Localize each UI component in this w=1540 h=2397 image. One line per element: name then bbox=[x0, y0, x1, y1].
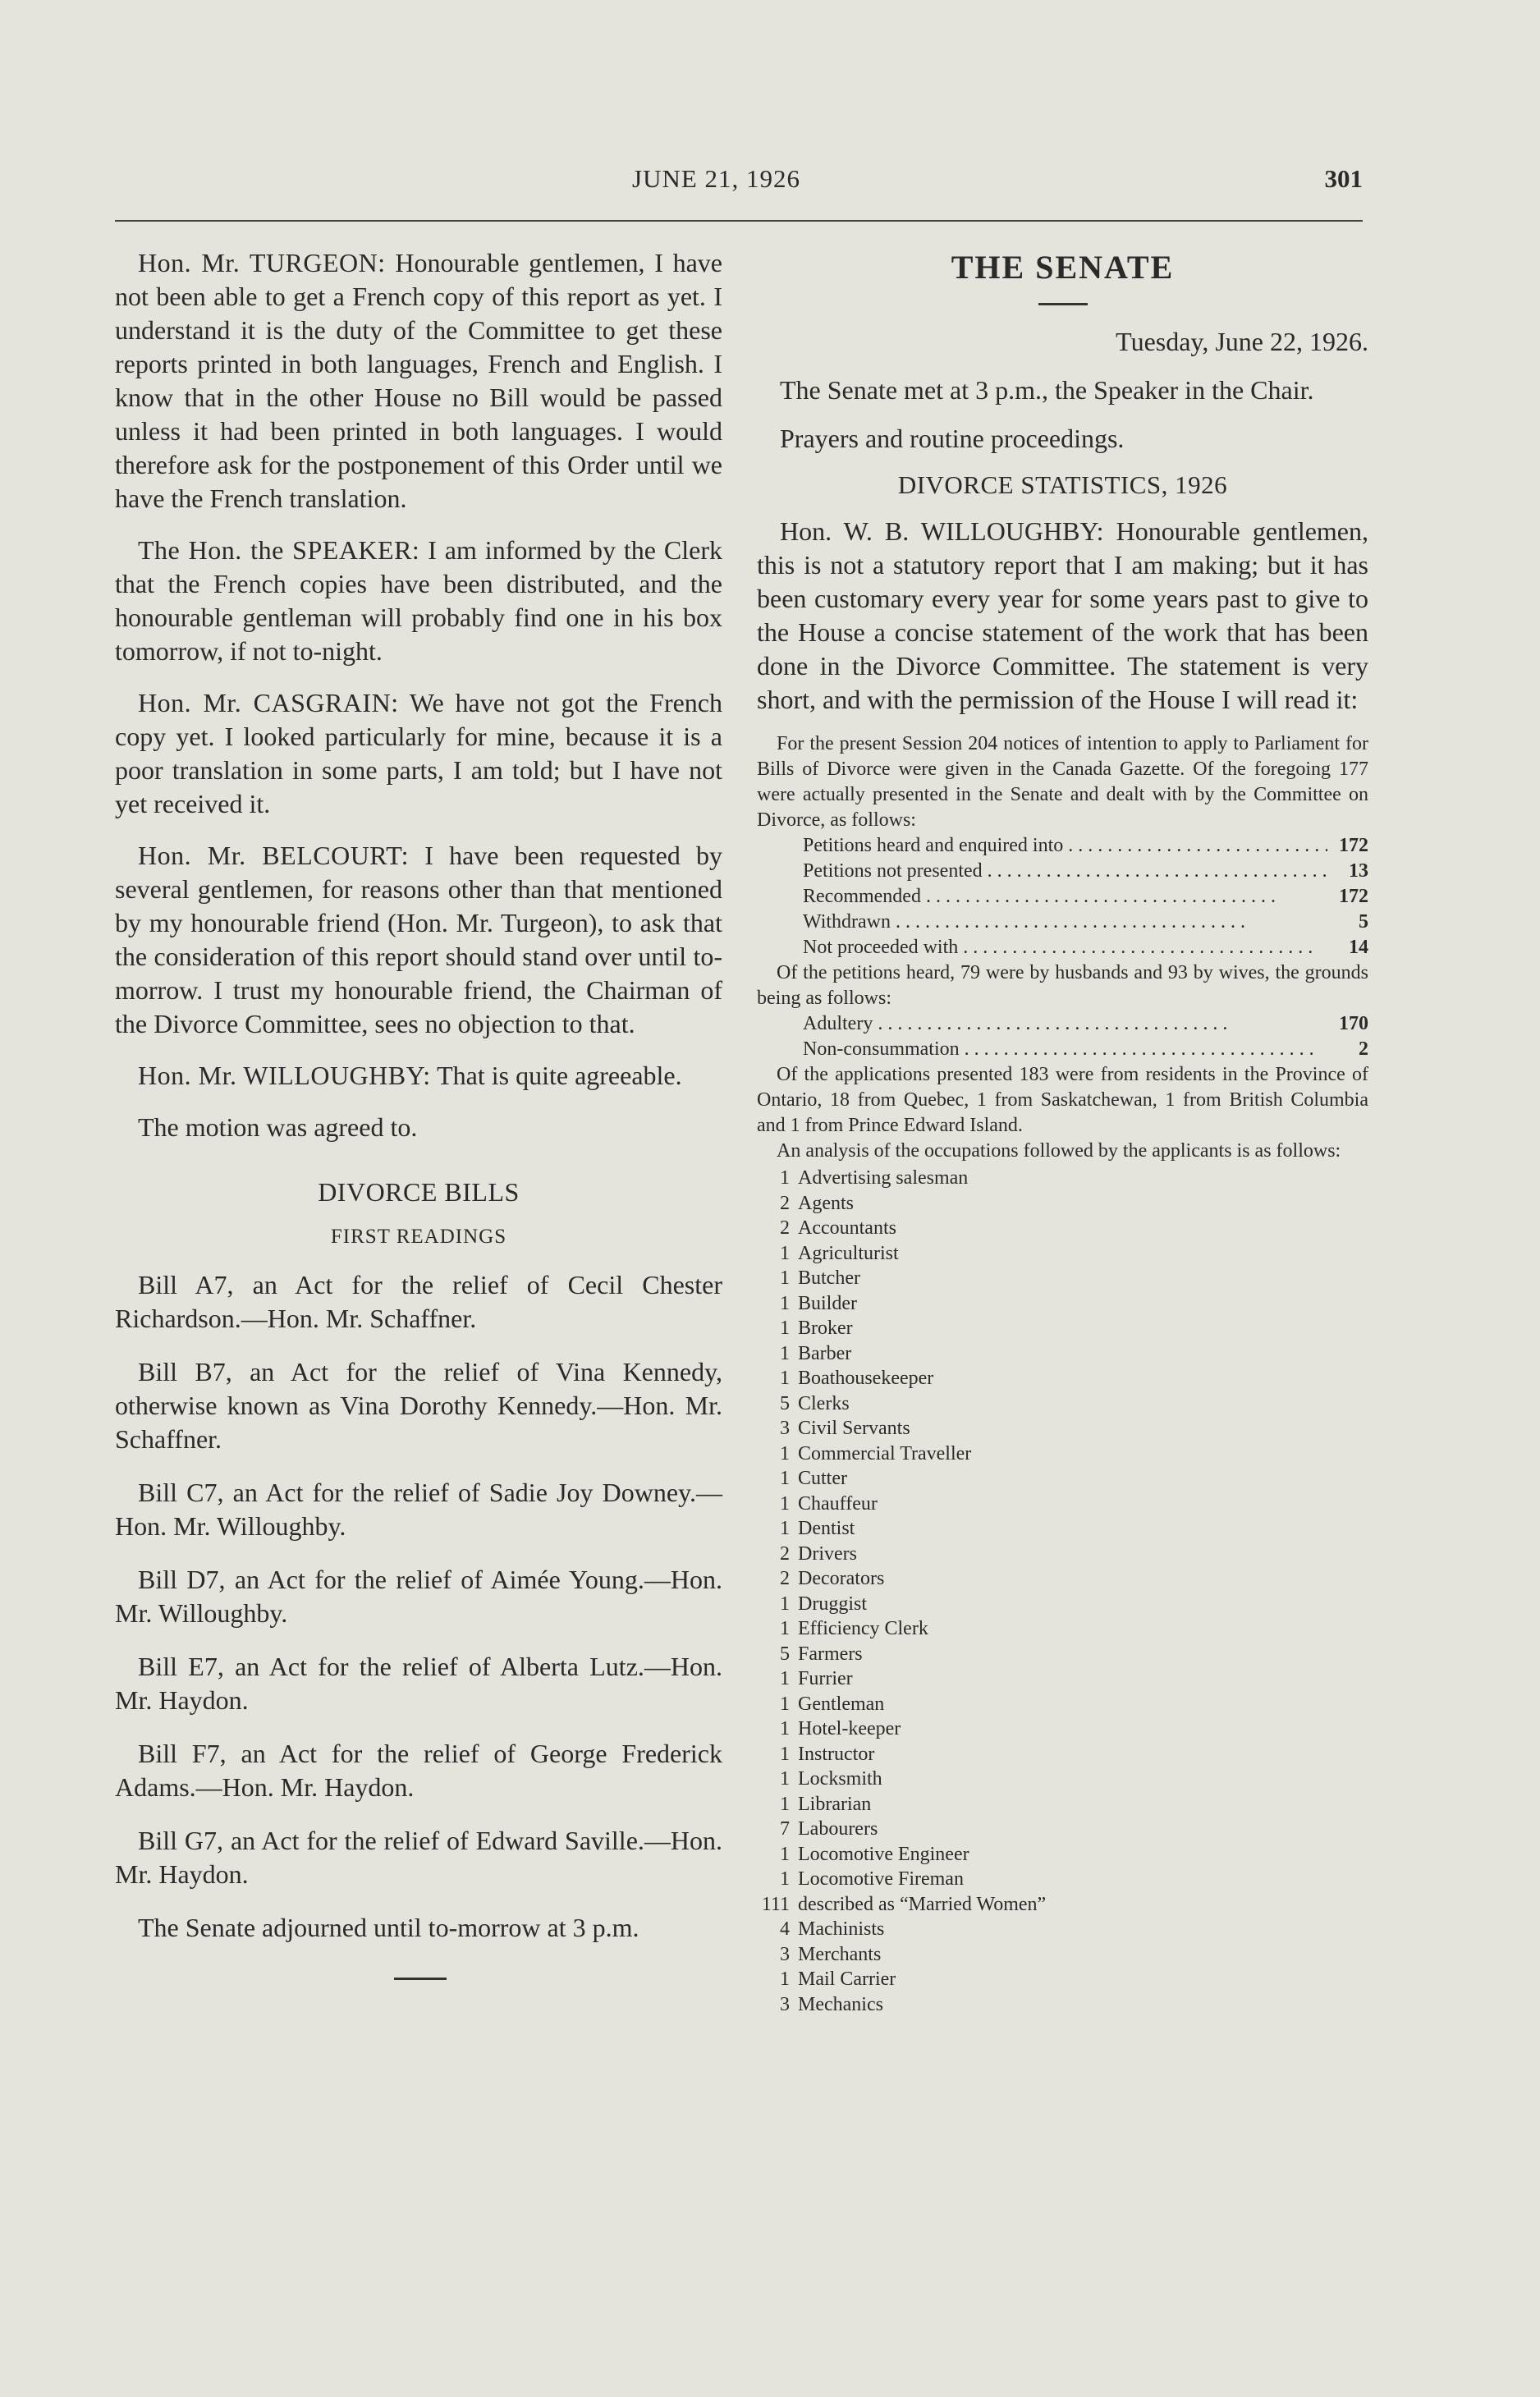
statistic-value: 172 bbox=[1339, 835, 1368, 856]
occupation-name: Decorators bbox=[798, 1568, 885, 1589]
occupation-name: Drivers bbox=[798, 1542, 857, 1565]
statistic-row bbox=[803, 833, 1368, 859]
occupation-row bbox=[757, 1892, 1368, 1918]
page-number: 301 bbox=[1324, 164, 1363, 193]
occupations-intro: An analysis of the occupations followed by the applicants is as follows: bbox=[777, 1140, 1341, 1162]
debate-paragraph bbox=[115, 839, 722, 1041]
statistic-label: Petitions not presented . . . bbox=[803, 859, 1327, 884]
speaker-name: Hon. Mr. BELCOURT: bbox=[138, 841, 410, 870]
occupation-name: Mechanics bbox=[798, 1993, 883, 2015]
occupation-row bbox=[757, 1266, 1368, 1291]
occupation-name: Dentist bbox=[798, 1518, 855, 1539]
occupation-count: 1 bbox=[780, 1342, 790, 1364]
occupation-row bbox=[757, 1716, 1368, 1742]
statistic-row bbox=[803, 884, 1368, 910]
speaker-name: Hon. Mr. WILLOUGHBY: bbox=[138, 1061, 431, 1090]
occupation-name: Labourers bbox=[798, 1818, 878, 1840]
occupation-name: Builder bbox=[798, 1292, 857, 1314]
occupation-name: Farmers bbox=[798, 1643, 863, 1665]
occupation-row bbox=[757, 1316, 1368, 1341]
occupation-count: 5 bbox=[780, 1392, 790, 1414]
occupation-row bbox=[757, 1592, 1368, 1617]
occupation-row bbox=[757, 1642, 1368, 1667]
debate-paragraph bbox=[115, 246, 722, 516]
occupation-count: 3 bbox=[780, 1993, 790, 2015]
occupation-row bbox=[757, 1441, 1368, 1467]
statistic-value: 172 bbox=[1339, 886, 1368, 907]
statistic-label: Petitions heard and enquired into . . . bbox=[803, 833, 1327, 859]
occupation-count: 1 bbox=[780, 1442, 790, 1464]
occupation-name: Agents bbox=[798, 1192, 854, 1214]
occupation-count: 1 bbox=[780, 1693, 790, 1715]
paragraph-text: I am informed by the Clerk that the French copies have been distributed, and the honourable gentleman will probably find one in his box tomorrow, if not to-night. bbox=[115, 535, 723, 666]
statistic-row bbox=[803, 859, 1368, 884]
statistic-value: 5 bbox=[1359, 911, 1368, 933]
adjournment-paragraph: The Senate adjourned until to-morrow at 3 p.m. bbox=[138, 1913, 639, 1942]
occupation-count: 1 bbox=[780, 1843, 790, 1865]
occupation-row bbox=[757, 1366, 1368, 1391]
occupation-row bbox=[757, 1792, 1368, 1817]
statistic-row bbox=[803, 1011, 1368, 1037]
occupation-count: 1 bbox=[780, 1793, 790, 1815]
occupation-count: 1 bbox=[780, 1868, 790, 1890]
occupation-count: 1 bbox=[780, 1292, 790, 1314]
occupation-count: 1 bbox=[780, 1593, 790, 1615]
occupation-count: 1 bbox=[780, 1318, 790, 1339]
occupation-row bbox=[757, 1917, 1368, 1942]
statistic-label: Not proceeded with . . . bbox=[803, 935, 1327, 960]
occupation-count: 4 bbox=[780, 1918, 790, 1940]
speaker-name: Hon. Mr. CASGRAIN: bbox=[138, 688, 399, 717]
page-header bbox=[115, 164, 1363, 205]
end-rule bbox=[394, 1978, 447, 1980]
statistic-row bbox=[803, 935, 1368, 960]
bill-entry: Bill F7, an Act for the relief of George Frederick Adams.—Hon. Mr. Haydon. bbox=[115, 1739, 722, 1802]
header-date: JUNE 21, 1926 bbox=[632, 164, 801, 193]
occupation-count: 1 bbox=[780, 1743, 790, 1765]
occupation-name: Machinists bbox=[798, 1918, 885, 1940]
occupation-row bbox=[757, 1692, 1368, 1717]
occupation-row bbox=[757, 1466, 1368, 1492]
occupation-count: 1 bbox=[780, 1167, 790, 1189]
occupation-name: Cutter bbox=[798, 1468, 847, 1489]
occupation-name: Accountants bbox=[798, 1217, 896, 1239]
paragraph-text: I have been requested by several gentlemen, for reasons other than that mentioned by my honourable friend (Hon. Mr. Turgeon), to ask that the consideration of this report should stand over until to-morrow. I trust my honourable friend, the Chairman of the Divorce Committee, sees no objection to that. bbox=[115, 841, 722, 1038]
occupation-count: 1 bbox=[780, 1768, 790, 1790]
occupation-count: 2 bbox=[780, 1217, 790, 1239]
statistic-row bbox=[803, 910, 1368, 935]
statistic-label: Adultery . . . bbox=[803, 1011, 1327, 1037]
statistics-intro: For the present Session 204 notices of intention to apply to Parliament for Bills of Divorce were given in the Canada Gazette. Of the foregoing 177 were actually presented in the Senate and dealt with by the Committee on Divorce, as follows: bbox=[757, 733, 1368, 831]
occupation-row bbox=[757, 1967, 1368, 1992]
statistic-label: Withdrawn . . . bbox=[803, 910, 1327, 935]
occupation-row bbox=[757, 1867, 1368, 1892]
occupation-name: Mail Carrier bbox=[798, 1968, 896, 1990]
sitting-date: Tuesday, June 22, 1926. bbox=[1116, 327, 1368, 356]
paragraph-text: Honourable gentlemen, I have not been able to get a French copy of this report as yet. I understand it is the duty of the Committee to get these reports printed in both languages, French and English. I know that in the other House no Bill would be passed unless it had been printed in both languages. I would therefore ask for the postponement of this Order until we have the French translation. bbox=[115, 248, 722, 513]
occupation-row bbox=[757, 1616, 1368, 1642]
occupation-count: 1 bbox=[780, 1718, 790, 1739]
occupation-name: Advertising salesman bbox=[798, 1167, 969, 1189]
statistic-value: 13 bbox=[1349, 860, 1368, 882]
bill-entry: Bill G7, an Act for the relief of Edward Saville.—Hon. Mr. Haydon. bbox=[115, 1826, 722, 1889]
paragraph-text: We have not got the French copy yet. I looked particularly for mine, because it is a poor translation in some parts, I am told; but I have not yet received it. bbox=[115, 688, 723, 818]
debate-paragraph bbox=[115, 686, 722, 821]
occupation-name: Librarian bbox=[798, 1793, 872, 1815]
occupation-name: Furrier bbox=[798, 1668, 853, 1689]
debate-paragraph bbox=[115, 1111, 722, 1144]
residents-paragraph: Of the applications presented 183 were from residents in the Province of Ontario, 18 from Quebec, 1 from Saskatchewan, 1 from British Columbia and 1 from Prince Edward Island. bbox=[757, 1064, 1368, 1136]
occupation-row bbox=[757, 1516, 1368, 1542]
occupations-list bbox=[757, 1166, 1368, 2017]
bill-entry: Bill C7, an Act for the relief of Sadie Joy Downey.—Hon. Mr. Willoughby. bbox=[115, 1478, 722, 1541]
occupation-name: Agriculturist bbox=[798, 1242, 899, 1264]
occupation-count: 1 bbox=[780, 1668, 790, 1689]
paragraph-text: The motion was agreed to. bbox=[138, 1112, 418, 1142]
occupation-row bbox=[757, 1992, 1368, 2018]
prayers-paragraph: Prayers and routine proceedings. bbox=[780, 424, 1125, 453]
occupation-name: Butcher bbox=[798, 1267, 860, 1289]
bill-entry: Bill B7, an Act for the relief of Vina Kennedy, otherwise known as Vina Dorothy Kennedy.—Hon. Mr. Schaffner. bbox=[115, 1357, 722, 1454]
senate-title: THE SENATE bbox=[951, 249, 1175, 286]
occupation-count: 2 bbox=[780, 1568, 790, 1589]
divorce-statistics-heading: DIVORCE STATISTICS, 1926 bbox=[897, 470, 1228, 499]
occupation-row bbox=[757, 1291, 1368, 1317]
speaker-name: Hon. Mr. TURGEON: bbox=[138, 248, 386, 277]
occupation-row bbox=[757, 1341, 1368, 1367]
occupation-row bbox=[757, 1391, 1368, 1417]
occupation-row bbox=[757, 1492, 1368, 1517]
grounds-intro: Of the petitions heard, 79 were by husbands and 93 by wives, the grounds being as follows: bbox=[757, 962, 1368, 1009]
occupation-row bbox=[757, 1542, 1368, 1567]
occupation-count: 1 bbox=[780, 1242, 790, 1264]
bill-entry: Bill A7, an Act for the relief of Cecil Chester Richardson.—Hon. Mr. Schaffner. bbox=[115, 1270, 722, 1333]
bill-entry: Bill D7, an Act for the relief of Aimée Young.—Hon. Mr. Willoughby. bbox=[115, 1565, 722, 1628]
statistic-value: 14 bbox=[1349, 937, 1368, 958]
occupation-count: 1 bbox=[780, 1968, 790, 1990]
occupation-count: 3 bbox=[780, 1418, 790, 1439]
occupation-name: Efficiency Clerk bbox=[798, 1618, 928, 1639]
willoughby-speech bbox=[757, 515, 1368, 717]
occupation-count: 7 bbox=[780, 1818, 790, 1840]
statistic-value: 170 bbox=[1339, 1013, 1368, 1034]
statistic-label: Non-consummation . . . bbox=[803, 1037, 1327, 1062]
divorce-bills-heading: DIVORCE BILLS bbox=[318, 1177, 520, 1207]
occupation-count: 1 bbox=[780, 1267, 790, 1289]
occupation-row bbox=[757, 1942, 1368, 1968]
occupation-row bbox=[757, 1216, 1368, 1241]
occupation-count: 1 bbox=[780, 1468, 790, 1489]
occupation-count: 1 bbox=[780, 1368, 790, 1389]
header-rule bbox=[115, 220, 1363, 222]
occupation-row bbox=[757, 1817, 1368, 1842]
statistic-label: Recommended . . . bbox=[803, 884, 1327, 910]
statistic-value: 2 bbox=[1359, 1038, 1368, 1060]
occupation-name: Boathousekeeper bbox=[798, 1368, 934, 1389]
occupation-row bbox=[757, 1416, 1368, 1441]
occupation-name: described as “Married Women” bbox=[798, 1893, 1047, 1915]
occupation-row bbox=[757, 1842, 1368, 1868]
occupation-row bbox=[757, 1666, 1368, 1692]
occupation-count: 1 bbox=[780, 1618, 790, 1639]
occupation-row bbox=[757, 1767, 1368, 1792]
senate-met-paragraph: The Senate met at 3 p.m., the Speaker in the Chair. bbox=[780, 375, 1314, 405]
left-column bbox=[115, 246, 722, 1980]
speech-text: Honourable gentlemen, this is not a statutory report that I am making; but it has been customary every year for some years past to give to the House a concise statement of the work that has been done in the Divorce Committee. The statement is very short, and with the permission of the House I will read it: bbox=[757, 516, 1369, 714]
occupation-name: Commercial Traveller bbox=[798, 1442, 972, 1464]
occupation-row bbox=[757, 1166, 1368, 1191]
occupation-count: 3 bbox=[780, 1943, 790, 1965]
occupation-count: 2 bbox=[780, 1192, 790, 1214]
occupation-name: Barber bbox=[798, 1342, 852, 1364]
occupation-row bbox=[757, 1742, 1368, 1767]
title-dash bbox=[1038, 303, 1088, 305]
first-readings-heading: FIRST READINGS bbox=[330, 1226, 507, 1248]
debate-paragraph bbox=[115, 1059, 722, 1093]
occupation-count: 5 bbox=[780, 1643, 790, 1665]
occupation-name: Hotel-keeper bbox=[798, 1718, 901, 1739]
occupation-name: Merchants bbox=[798, 1943, 882, 1965]
debate-paragraph bbox=[115, 534, 722, 668]
occupation-name: Druggist bbox=[798, 1593, 867, 1615]
occupation-name: Civil Servants bbox=[798, 1418, 910, 1439]
bill-entry: Bill E7, an Act for the relief of Alberta Lutz.—Hon. Mr. Haydon. bbox=[115, 1652, 722, 1715]
statistic-row bbox=[803, 1037, 1368, 1062]
occupation-count: 1 bbox=[780, 1492, 790, 1515]
speaker-name: Hon. W. B. WILLOUGHBY: bbox=[780, 516, 1104, 546]
occupation-name: Clerks bbox=[798, 1392, 850, 1414]
occupation-name: Chauffeur bbox=[798, 1492, 878, 1515]
right-column bbox=[757, 246, 1368, 2017]
occupation-count: 2 bbox=[780, 1542, 790, 1565]
occupation-name: Gentleman bbox=[798, 1693, 885, 1715]
occupation-name: Locomotive Engineer bbox=[798, 1843, 969, 1865]
speaker-name: The Hon. the SPEAKER: bbox=[138, 535, 420, 565]
occupation-name: Locomotive Fireman bbox=[798, 1868, 964, 1890]
occupation-name: Instructor bbox=[798, 1743, 875, 1765]
occupation-row bbox=[757, 1191, 1368, 1217]
occupation-name: Broker bbox=[798, 1318, 853, 1339]
occupation-row bbox=[757, 1566, 1368, 1592]
occupation-row bbox=[757, 1241, 1368, 1267]
paragraph-text: That is quite agreeable. bbox=[430, 1061, 682, 1090]
occupation-count: 1 bbox=[780, 1518, 790, 1539]
occupation-count: 111 bbox=[761, 1893, 790, 1915]
occupation-name: Locksmith bbox=[798, 1768, 882, 1790]
